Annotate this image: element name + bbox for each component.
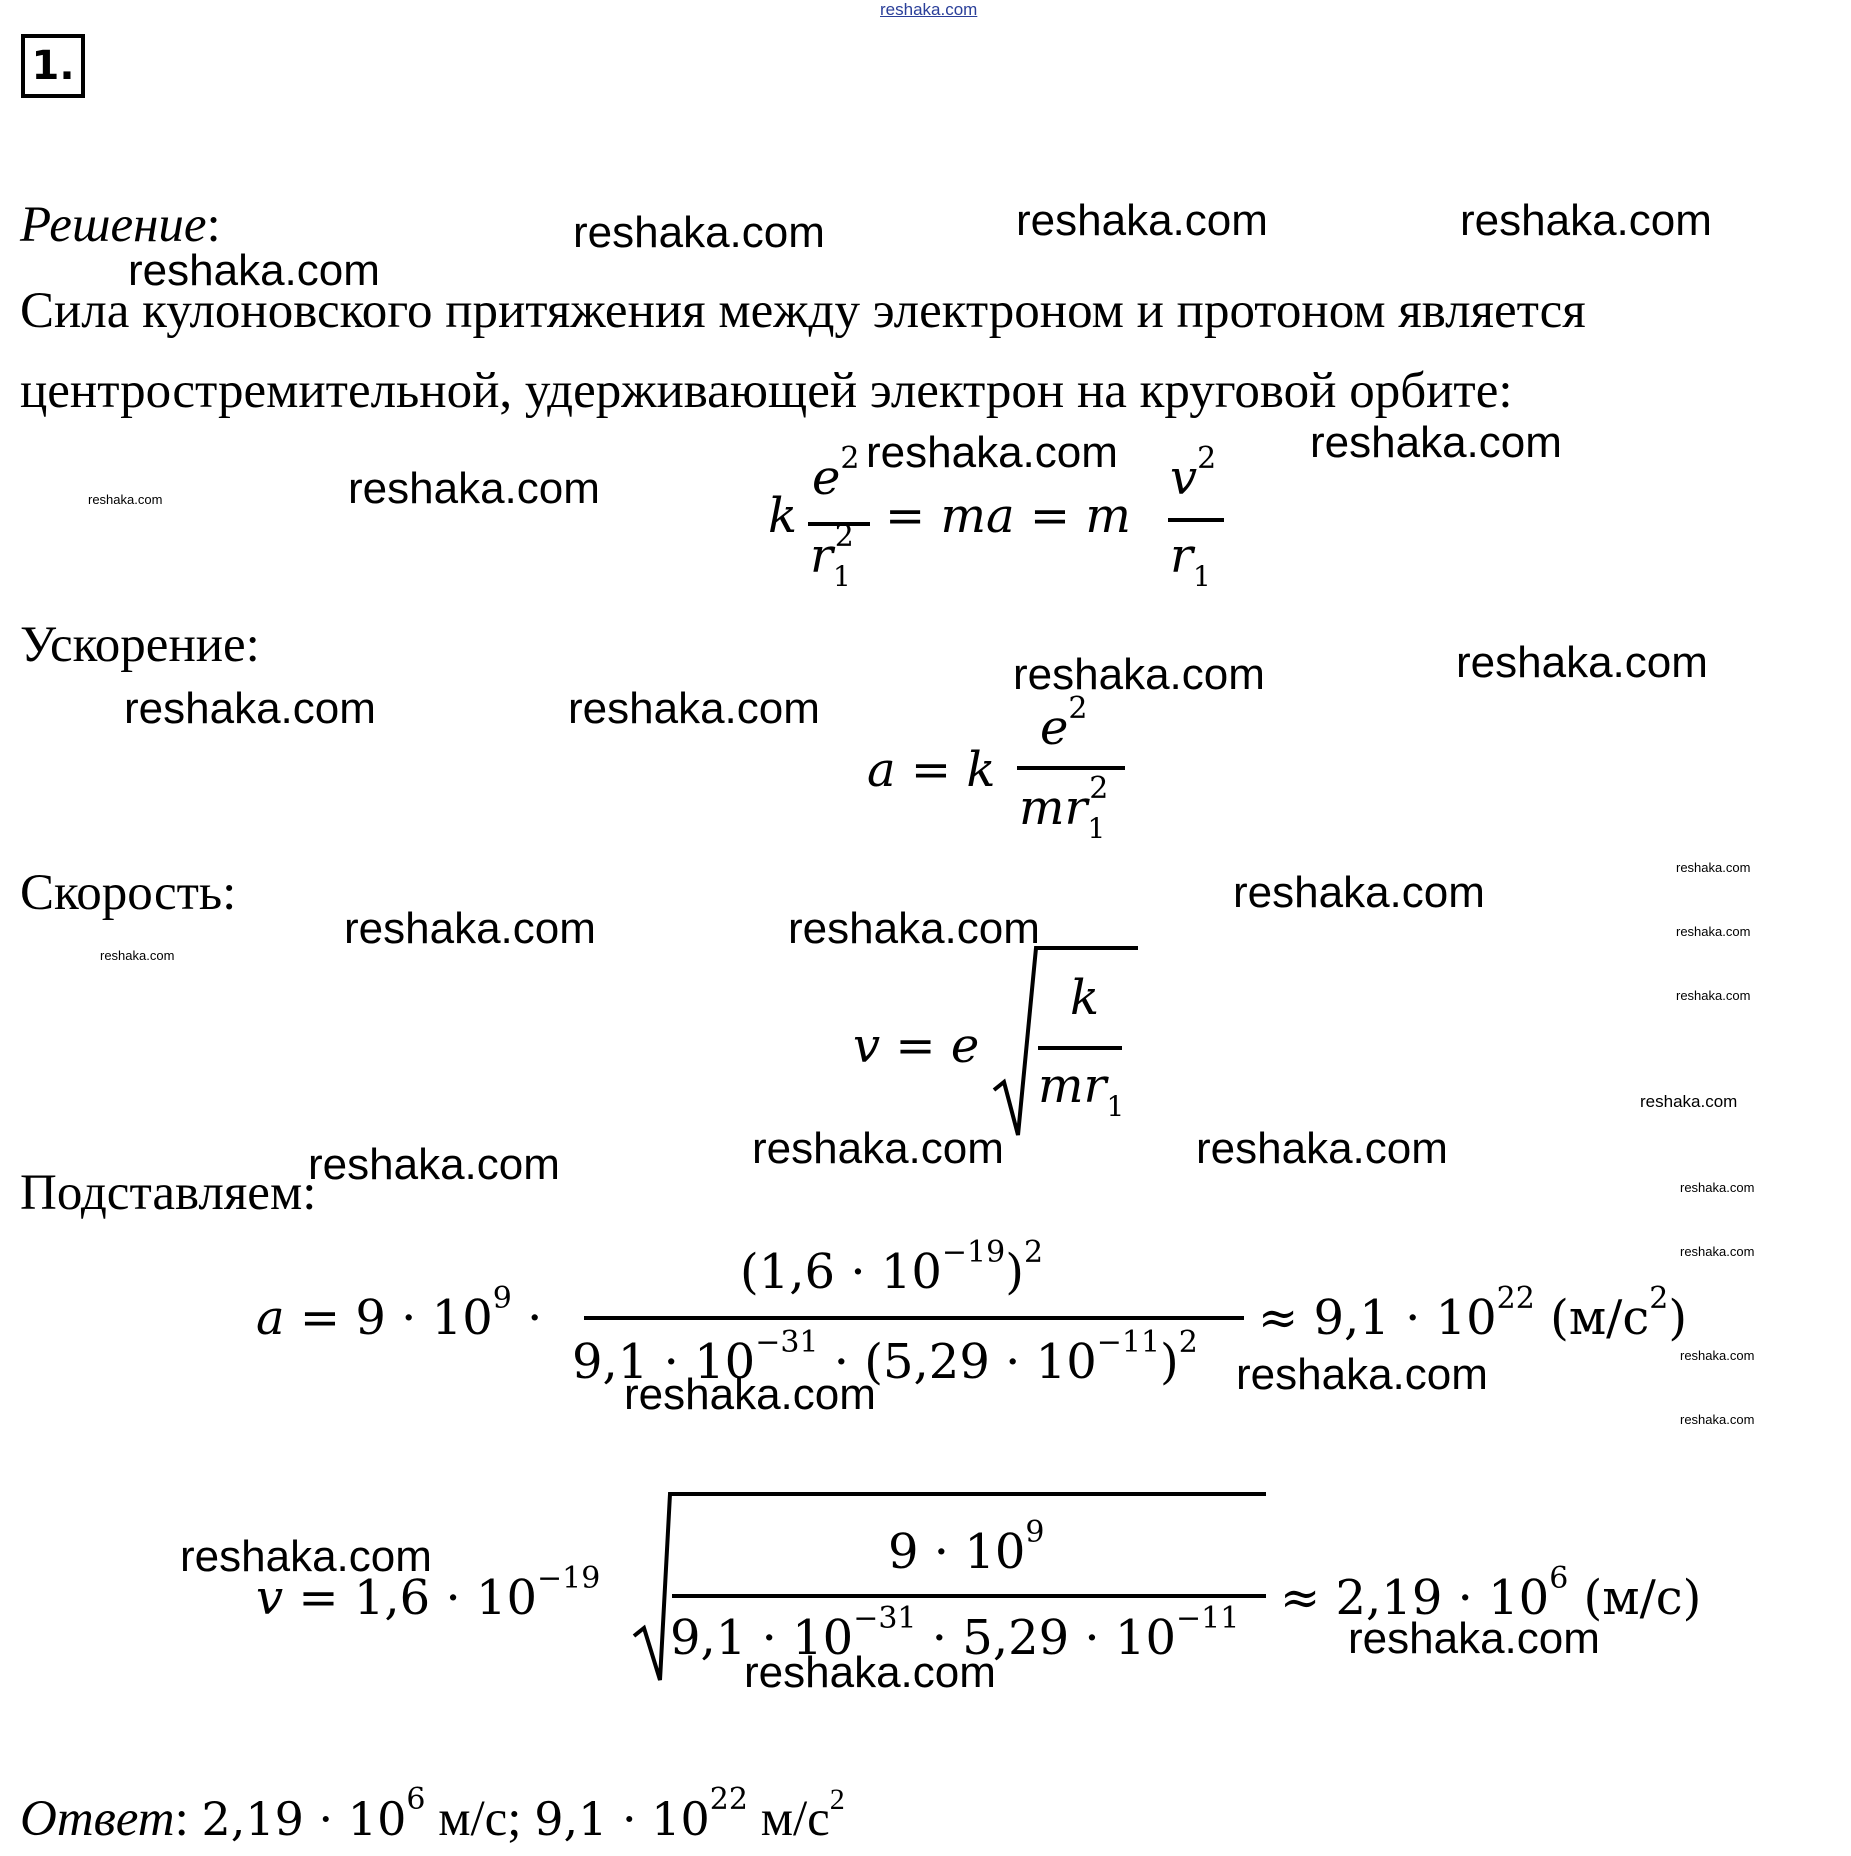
eq4-result: ≈ $9,1 \cdot 10^{22}$ $(м/с^2)$: [1258, 1281, 1688, 1346]
eq2-den: $mr_1^2$: [1019, 771, 1109, 845]
watermark: reshaka.com: [1016, 196, 1268, 245]
watermark-small: reshaka.com: [1676, 988, 1751, 1003]
eq4-denominator: $9,1 \cdot 10^{-31} \cdot (5,29 \cdot 10^{-11})^2$: [572, 1325, 1198, 1390]
watermark: reshaka.com: [308, 1140, 560, 1189]
watermark-small: reshaka.com: [100, 948, 175, 963]
watermark: reshaka.com: [568, 684, 820, 733]
watermark: reshaka.com: [128, 246, 380, 295]
eq5-result: ≈ $2,19 \cdot 10^6$ (м/с): [1280, 1561, 1702, 1626]
eq5-numerator: $9 \cdot 10^9$: [888, 1515, 1045, 1580]
eq5-lhs: $v = 1,6 \cdot 10^{-19}$: [256, 1561, 601, 1626]
eq3-den: $mr_1$: [1038, 1058, 1125, 1123]
watermark: reshaka.com: [744, 1648, 996, 1697]
problem-number: 1.: [21, 34, 85, 98]
watermark: reshaka.com: [1196, 1124, 1448, 1173]
eq4-lhs: $a = 9 \cdot 10^9$ ·: [256, 1281, 543, 1346]
watermark: reshaka.com: [1310, 418, 1562, 467]
eq2-lhs: a = k: [867, 742, 996, 798]
eq1-k: k: [768, 488, 798, 544]
watermark-small: reshaka.com: [88, 492, 163, 507]
watermark: reshaka.com: [180, 1532, 432, 1581]
eq5-denominator: $9,1 \cdot 10^{-31} \cdot 5,29 \cdot 10^{-11}$: [670, 1601, 1240, 1666]
watermark-small: reshaka.com: [1640, 1092, 1738, 1111]
paragraph-line-1: Сила кулоновского притяжения между электроном и протоном является: [20, 283, 1586, 339]
substitute-label: Подставляем:: [20, 1165, 317, 1221]
eq3-lhs: v = e: [853, 1018, 980, 1074]
watermark: reshaka.com: [1013, 650, 1265, 699]
watermark: reshaka.com: [348, 464, 600, 513]
paragraph-line-2: центростремительной, удерживающей электрон на круговой орбите:: [20, 363, 1513, 419]
eq1-middle: = ma = m: [885, 488, 1131, 544]
watermark: reshaka.com: [1233, 868, 1485, 917]
eq4-frac-line: [584, 1316, 1244, 1320]
watermark-small: reshaka.com: [1680, 1348, 1755, 1363]
watermark: reshaka.com: [788, 904, 1040, 953]
watermark: reshaka.com: [1348, 1614, 1600, 1663]
eq1-num2: $v^2$: [1170, 441, 1217, 506]
watermark: reshaka.com: [344, 904, 596, 953]
eq2-num: $e^2$: [1040, 691, 1088, 756]
watermark: reshaka.com: [1236, 1350, 1488, 1399]
watermark-small: reshaka.com: [1680, 1412, 1755, 1427]
watermark-small: reshaka.com: [1680, 1244, 1755, 1259]
eq1-num: $e^2$: [812, 441, 860, 506]
watermark: reshaka.com: [866, 428, 1118, 477]
watermark: reshaka.com: [1456, 638, 1708, 687]
acceleration-label: Ускорение:: [20, 617, 260, 673]
eq1-den: $r_1^2$: [810, 519, 854, 593]
watermark-small: reshaka.com: [1676, 924, 1751, 939]
top-watermark[interactable]: reshaka.com: [880, 0, 978, 19]
solution-label: Решение:: [20, 197, 221, 253]
watermark-small: reshaka.com: [1676, 860, 1751, 875]
speed-label: Скорость:: [20, 865, 237, 921]
watermark: reshaka.com: [624, 1370, 876, 1419]
eq2-frac-line: [1017, 766, 1125, 770]
watermark: reshaka.com: [1460, 196, 1712, 245]
watermark-small: reshaka.com: [1680, 1180, 1755, 1195]
answer-line: Ответ: $2,19 \cdot 10^6$ м/с; $9,1 \cdot 10^{22}$ $м/с^2$: [20, 1782, 845, 1847]
eq1-frac-line-2: [1168, 518, 1224, 522]
watermark: reshaka.com: [124, 684, 376, 733]
eq3-num: k: [1070, 970, 1100, 1026]
eq5-frac-line: [672, 1594, 1266, 1598]
watermark: reshaka.com: [573, 208, 825, 257]
eq1-den2: $r_1$: [1170, 528, 1211, 593]
watermark: reshaka.com: [752, 1124, 1004, 1173]
eq4-numerator: $(1,6 \cdot 10^{-19})^2$: [740, 1235, 1044, 1300]
eq3-frac-line: [1038, 1046, 1122, 1050]
